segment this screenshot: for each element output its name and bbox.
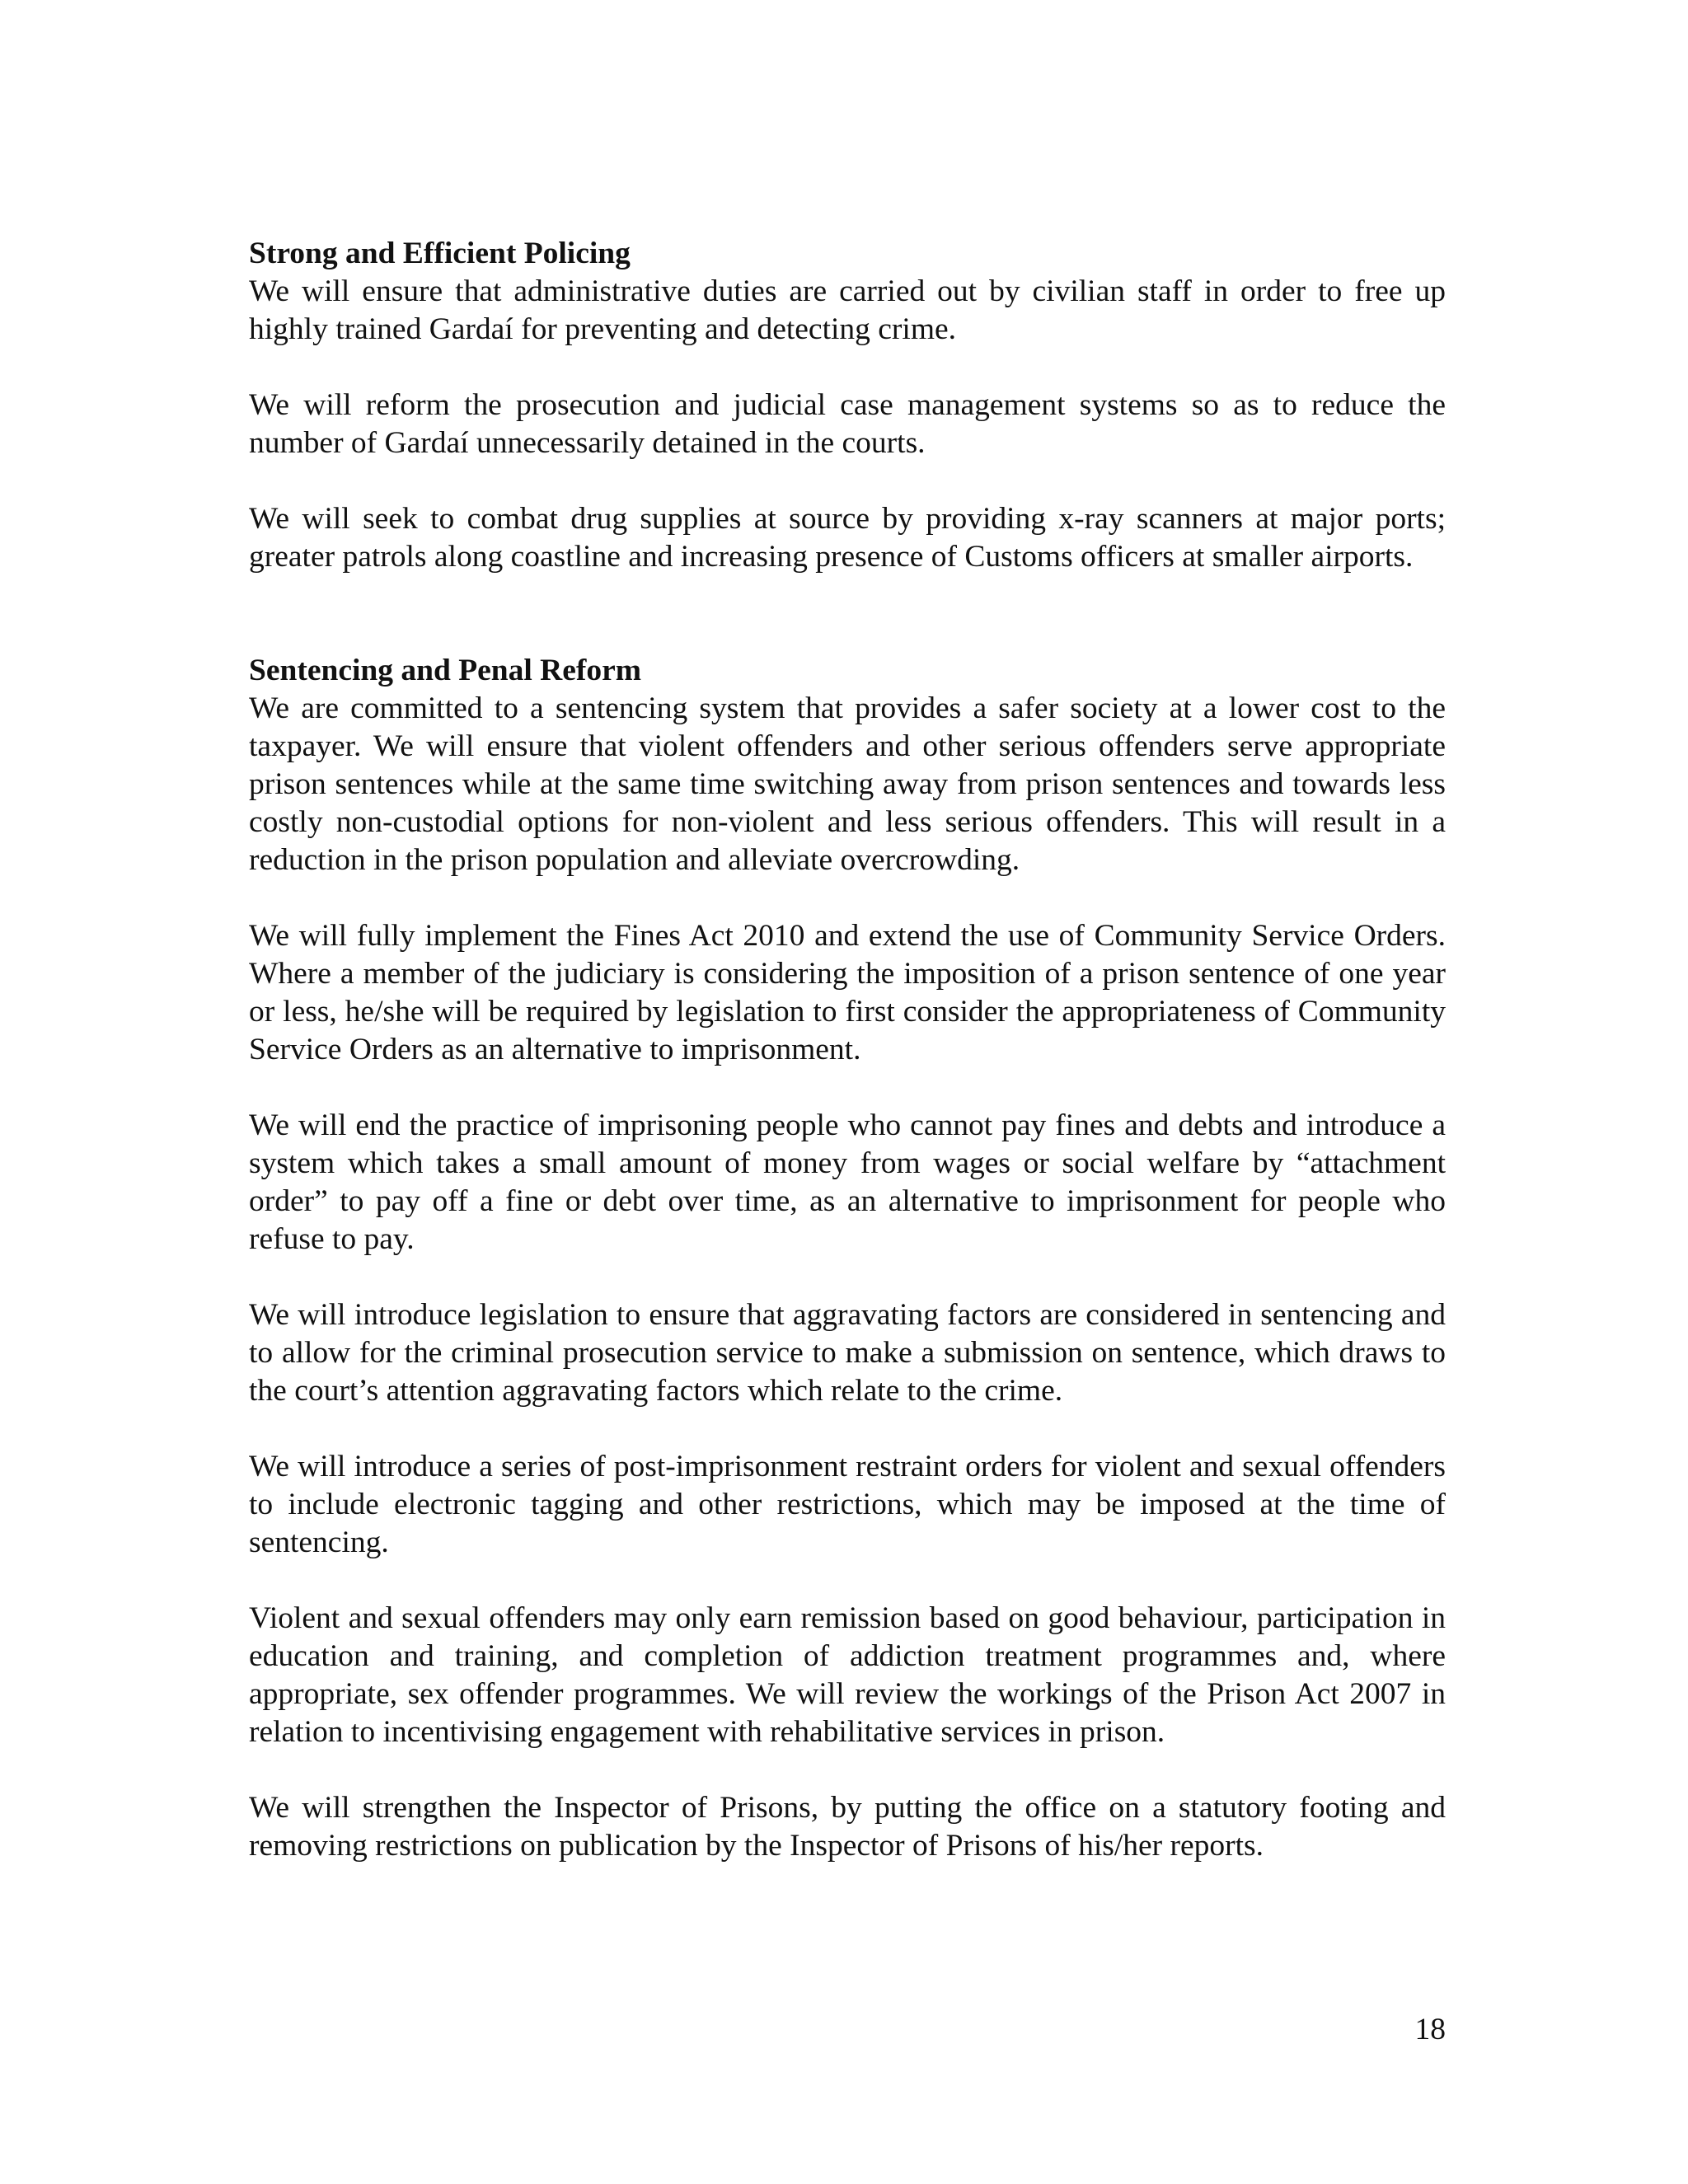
paragraph: We are committed to a sentencing system that provides a safer society at a lower cost to the taxpayer. We will ensure that violent offenders and other serious offenders serve appropriate prison sentences while at the same time switching away from prison sentences and towards less costly non-custodial options for non-violent and less serious offenders. This will result in a reduction in the prison population and alleviate overcrowding. (249, 691, 1446, 877)
paragraph: We will end the practice of imprisoning people who cannot pay fines and debts and introduce a system which takes a small amount of money from wages or social welfare by “attachment order” to pay off a fine or debt over time, as an alternative to imprisonment for people who refuse to pay. (249, 1108, 1446, 1256)
paragraph: We will introduce legislation to ensure that aggravating factors are considered in sentencing and to allow for the criminal prosecution service to make a submission on sentence, which draws to the court’s attention aggravating factors which relate to the crime. (249, 1298, 1446, 1408)
paragraph: We will ensure that administrative duties are carried out by civilian staff in order to free up highly trained Gardaí for preventing and detecting crime. (249, 274, 1446, 346)
section-policing (249, 235, 1446, 576)
page-number: 18 (1414, 2013, 1446, 2046)
paragraph: We will introduce a series of post-imprisonment restraint orders for violent and sexual offenders to include electronic tagging and other restrictions, which may be imposed at the time of sentencing. (249, 1450, 1446, 1559)
section-heading: Sentencing and Penal Reform (249, 654, 642, 687)
paragraph: Violent and sexual offenders may only earn remission based on good behaviour, participation in education and training, and completion of addiction treatment programmes and, where appropriate, sex offender programmes. We will review the workings of the Prison Act 2007 in relation to incentivising engagement with rehabilitative services in prison. (249, 1601, 1446, 1749)
section-spacer (249, 614, 1446, 652)
paragraph: We will fully implement the Fines Act 2010 and extend the use of Community Service Orders. Where a member of the judiciary is considering the imposition of a prison sentence of one year or less, he/she will be required by legislation to first consider the appropriateness of Community Service Orders as an alternative to imprisonment. (249, 919, 1446, 1066)
paragraph: We will seek to combat drug supplies at source by providing x-ray scanners at major ports; greater patrols along coastline and increasing presence of Customs officers at smaller airports. (249, 502, 1446, 574)
paragraph: We will reform the prosecution and judicial case management systems so as to reduce the number of Gardaí unnecessarily detained in the courts. (249, 388, 1446, 460)
section-sentencing (249, 652, 1446, 1865)
paragraph: We will strengthen the Inspector of Prisons, by putting the office on a statutory footing and removing restrictions on publication by the Inspector of Prisons of his/her reports. (249, 1791, 1446, 1863)
section-heading: Strong and Efficient Policing (249, 237, 631, 270)
document-body (249, 235, 1446, 1865)
